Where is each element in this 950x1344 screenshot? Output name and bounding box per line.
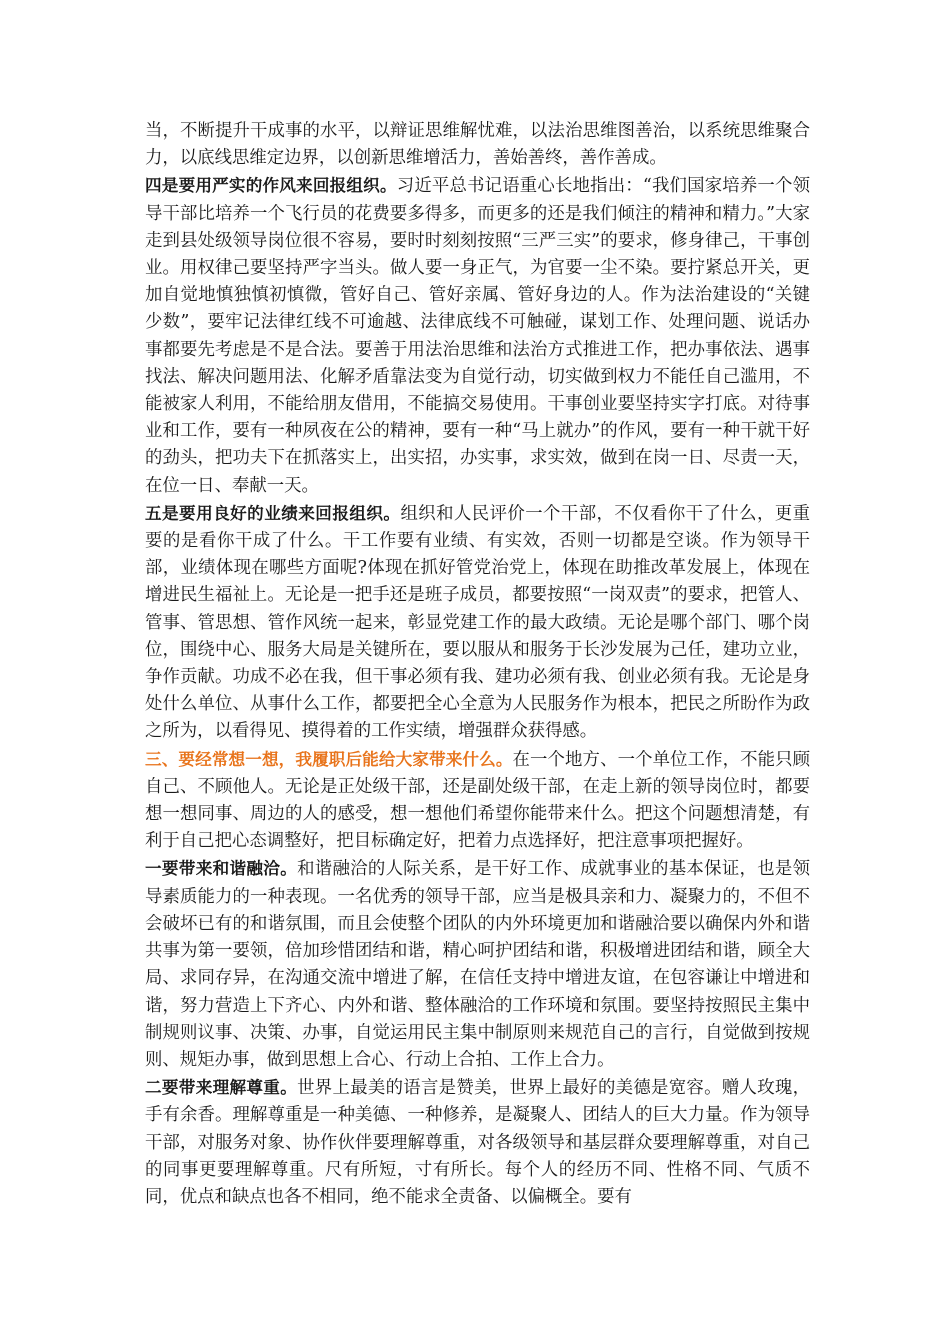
paragraph-item-one — [145, 855, 810, 1074]
paragraph-continuation — [145, 118, 810, 172]
paragraph-text: 习近平总书记语重心长地指出：“我们国家培养一个领导干部比培养一个飞行员的花费要多得多，而更多的还是我们倾注的精神和精力。”大家走到县处级领导岗位很不容易，要时时刻刻按照“三严三实”的要求，修身律己，干事创业。用权律己要坚持严字当头。做人要一身正气，为官要一尘不染。要拧紧总开关，更加自觉地慎独慎初慎微，管好自己、管好亲属、管好身边的人。作为法治建设的“关键少数”，要牢记法律红线不可逾越、法律底线不可触碰，谋划工作、处理问题、说话办事都要先考虑是不是合法。要善于用法治思维和法治方式推进工作，把办事依法、遇事找法、解决问题用法、化解矛盾靠法变为自觉行动，切实做到权力不能任自己滥用，不能被家人利用，不能给朋友借用，不能搞交易使用。干事创业要坚持实字打底。对待事业和工作，要有一种夙夜在公的精神，要有一种“马上就办”的作风，要有一种干就干好的劲头，把功夫下在抓落实上，出实招，办实事，求实效，做到在岗一日、尽责一天，在位一日、奉献一天。 — [145, 176, 810, 496]
paragraph-point-five — [145, 500, 810, 746]
paragraph-heading: 二要带来理解尊重。 — [145, 1078, 298, 1098]
paragraph-text: 世界上最美的语言是赞美，世界上最好的美德是宽容。赠人玫瑰，手有余香。理解尊重是一种美德、一种修养，是凝聚人、团结人的巨大力量。作为领导干部，对服务对象、协作伙伴要理解尊重，对各级领导和基层群众要理解尊重，对自己的同事更要理解尊重。尺有所短，寸有所长。每个人的经历不同、性格不同、气质不同，优点和缺点也各不相同，绝不能求全责备、以偏概全。要有 — [145, 1078, 811, 1207]
paragraph-text: 在一个地方、一个单位工作，不能只顾自己、不顾他人。无论是正处级干部，还是副处级干部，在走上新的领导岗位时，都要想一想同事、周边的人的感受，想一想他们希望你能带来什么。把这个问题想清楚，有利于自己把心态调整好，把目标确定好，把着力点选择好，把注意事项把握好。 — [145, 749, 810, 852]
paragraph-point-four — [145, 172, 810, 499]
section-three — [145, 746, 810, 856]
paragraph-heading: 五是要用良好的业绩来回报组织。 — [145, 503, 401, 523]
paragraph-text: 组织和人民评价一个干部，不仅看你干了什么，更重要的是看你干成了什么。干工作要有业绩、有实效，否则一切都是空谈。作为领导干部，业绩体现在哪些方面呢?体现在抓好管党治党上，体现在助推改革发展上，体现在增进民生福祉上。无论是一把手还是班子成员，都要按照“一岗双责”的要求，把管人、管事、管思想、管作风统一起来，彰显党建工作的最大政绩。无论是哪个部门、哪个岗位，围绕中心、服务大局是关键所在，要以服从和服务于长沙发展为己任，建功立业，争作贡献。功成不必在我，但干事必须有我、建功必须有我、创业必须有我。无论是身处什么单位、从事什么工作，都要把全心全意为人民服务作为根本，把民之所盼作为政之所为，以看得见、摸得着的工作实绩，增强群众获得感。 — [145, 503, 810, 742]
paragraph-item-two — [145, 1074, 810, 1211]
paragraph-text: 和谐融洽的人际关系，是干好工作、成就事业的基本保证，也是领导素质能力的一种表现。一名优秀的领导干部，应当是极具亲和力、凝聚力的，不但不会破坏已有的和谐氛围，而且会使整个团队的内外环境更加和谐融洽要以确保内外和谐共事为第一要领，倍加珍惜团结和谐，精心呵护团结和谐，积极增进团结和谐，顾全大局、求同存异，在沟通交流中增进了解，在信任支持中增进友谊，在包容谦让中增进和谐，努力营造上下齐心、内外和谐、整体融洽的工作环境和氛围。要坚持按照民主集中制规则议事、决策、办事，自觉运用民主集中制原则来规范自己的言行，自觉做到按规则、规矩办事，做到思想上合心、行动上合拍、工作上合力。 — [145, 859, 811, 1070]
document-body — [145, 118, 810, 1211]
paragraph-text: 当，不断提升干成事的水平，以辩证思维解忧难，以法治思维图善治，以系统思维聚合力，以底线思维定边界，以创新思维增活力，善始善终，善作善成。 — [145, 121, 810, 169]
section-heading: 三、要经常想一想，我履职后能给大家带来什么。 — [145, 749, 513, 769]
paragraph-heading: 四是要用严实的作风来回报组织。 — [145, 176, 397, 196]
paragraph-heading: 一要带来和谐融洽。 — [145, 859, 298, 879]
